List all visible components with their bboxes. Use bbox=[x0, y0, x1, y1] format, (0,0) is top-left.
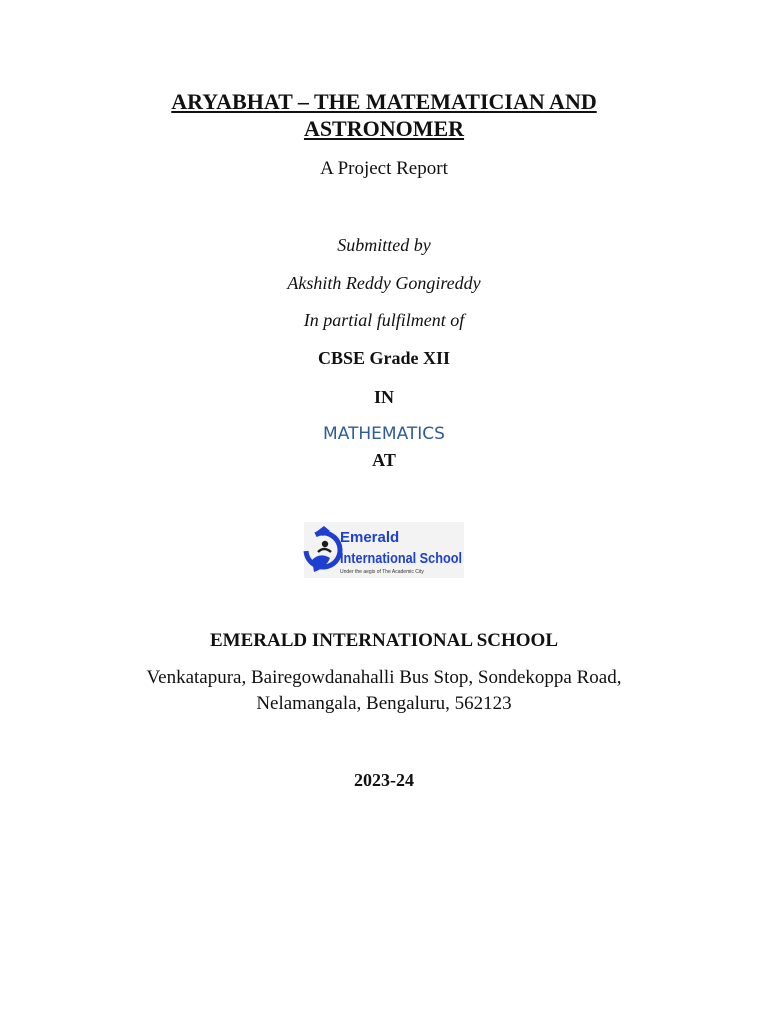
submitted-by-label: Submitted by bbox=[337, 235, 431, 255]
academic-year: 2023-24 bbox=[354, 770, 414, 790]
in-label: IN bbox=[373, 387, 394, 407]
subject-name: MATHEMATICS bbox=[323, 424, 445, 444]
author-name: Akshith Reddy Gongireddy bbox=[287, 273, 481, 293]
report-title-line-1: ARYABHAT – THE MATEMATICIAN AND bbox=[171, 89, 597, 114]
report-title-line-2: ASTRONOMER bbox=[303, 116, 465, 141]
emerald-school-emblem-icon bbox=[304, 522, 464, 578]
school-logo bbox=[304, 522, 464, 578]
at-label: AT bbox=[372, 450, 396, 470]
partial-fulfilment-label: In partial fulfilment of bbox=[303, 310, 465, 330]
grade-label: CBSE Grade XII bbox=[317, 348, 451, 368]
address-line-1: Venkatapura, Bairegowdanahalli Bus Stop, Sondekoppa Road, bbox=[146, 667, 622, 688]
address-line-2: Nelamangala, Bengaluru, 562123 bbox=[256, 693, 512, 714]
logo-tagline: Under the aegis of The Academic City bbox=[340, 569, 424, 575]
logo-name-line-1: Emerald bbox=[340, 529, 400, 546]
report-subtitle: A Project Report bbox=[320, 158, 448, 179]
school-name: EMERALD INTERNATIONAL SCHOOL bbox=[209, 630, 559, 651]
logo-name-line-2: International School bbox=[340, 550, 462, 567]
